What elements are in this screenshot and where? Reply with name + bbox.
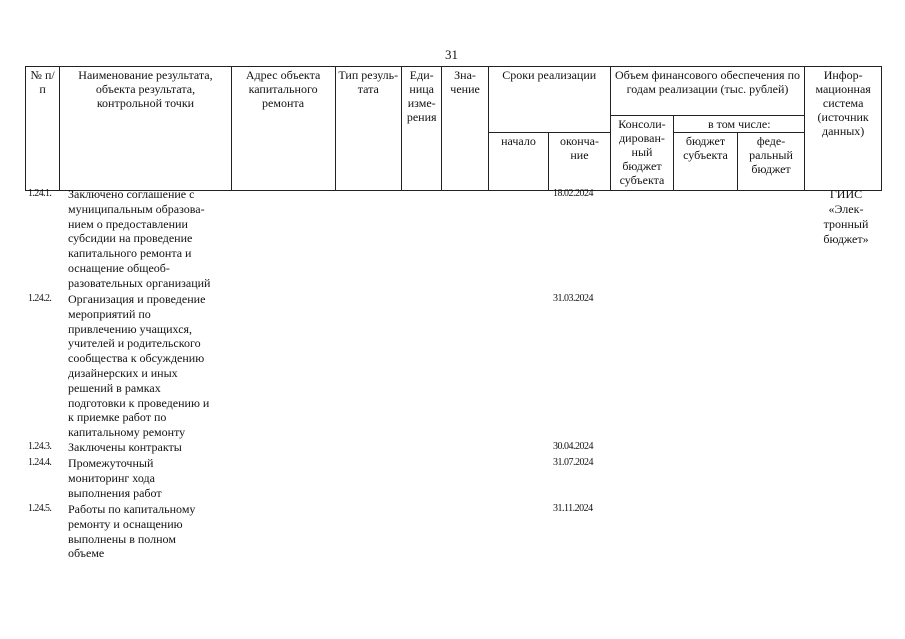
header-including: в том числе:	[674, 116, 805, 133]
row-number: 1.24.1.	[28, 188, 52, 199]
header-info-system: Инфор-мационная система (источник данных)	[805, 67, 882, 191]
row-name: Заключено соглашение с муниципальным образова- нием о предоставлении субсидии на проведение капитального ремонта и оснащение общеоб- разовательных организаций	[68, 187, 211, 290]
header-unit: Еди-ница изме-рения	[402, 67, 442, 191]
row-number: 1.24.4.	[28, 457, 52, 468]
row-number: 1.24.2.	[28, 293, 52, 304]
row-end-date: 31.03.2024	[553, 293, 593, 304]
row-number: 1.24.3.	[28, 441, 52, 452]
header-end: оконча-ние	[549, 133, 611, 191]
header-federal-budget: феде-ральный бюджет	[737, 133, 805, 191]
header-consolidated: Консоли-дирован-ный бюджет субъекта	[610, 116, 674, 191]
header-subject-budget: бюджет субъекта	[674, 133, 738, 191]
row-number: 1.24.5.	[28, 503, 52, 514]
row-name: Работы по капитальному ремонту и оснащению выполнены в полном объеме	[68, 502, 196, 561]
row-name: Промежуточный мониторинг хода выполнения работ	[68, 456, 162, 500]
header-value: Зна-чение	[442, 67, 488, 191]
row-name: Заключены контракты	[68, 440, 182, 454]
header-name: Наименование результата, объекта результата, контрольной точки	[60, 67, 231, 191]
row-end-date: 18.02.2024	[553, 188, 593, 199]
header-terms: Сроки реализации	[488, 67, 610, 133]
header-finance: Объем финансового обеспечения по годам реализации (тыс. рублей)	[610, 67, 805, 116]
page-number: 31	[445, 47, 458, 62]
row-end-date: 31.07.2024	[553, 457, 593, 468]
row-name: Организация и проведение мероприятий по привлечению учащихся, учителей и родительского сообщества к обсуждению дизайнерских и иных решений в рамках подготовки к проведению и к приемке работ по капитальному ремонту	[68, 292, 210, 440]
row-end-date: 31.11.2024	[553, 503, 593, 514]
header-address: Адрес объекта капитального ремонта	[231, 67, 335, 191]
header-num: № п/п	[26, 67, 60, 191]
header-type: Тип резуль-тата	[335, 67, 402, 191]
row-info-system: ГИИС «Элек- тронный бюджет»	[823, 187, 869, 246]
header-start: начало	[488, 133, 548, 191]
header-table	[25, 66, 882, 191]
row-end-date: 30.04.2024	[553, 441, 593, 452]
